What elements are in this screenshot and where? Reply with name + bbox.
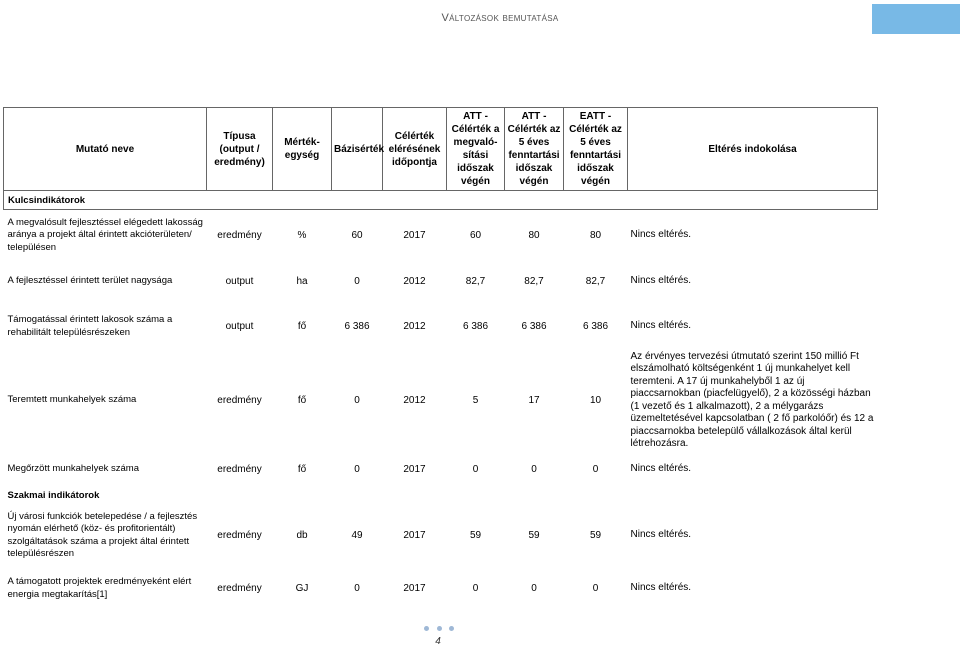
page-number: 4 [435, 636, 441, 647]
indicator-att5: 0 [531, 464, 537, 475]
indicator-att5: 0 [531, 583, 537, 594]
indicator-unit: db [296, 530, 308, 541]
indicator-att5: 80 [528, 229, 540, 241]
table-row [4, 569, 878, 609]
indicator-att5: 6 386 [521, 321, 547, 332]
indicator-note: Nincs eltérés. [630, 320, 692, 332]
indicator-baseline: 60 [351, 229, 363, 241]
indicator-att: 82,7 [465, 276, 486, 287]
accent-block [872, 4, 960, 34]
indicator-unit: fő [297, 464, 307, 475]
indicator-year: 2017 [403, 464, 426, 475]
indicator-note: Nincs eltérés. [630, 275, 692, 287]
indicator-att: 0 [472, 583, 479, 594]
indicator-note: Nincs eltérés. [630, 529, 692, 541]
indicator-name: Teremtett munkahelyek száma [7, 394, 137, 406]
indicator-type: eredmény [217, 395, 262, 406]
indicator-type: eredmény [217, 583, 262, 594]
indicator-name: A fejlesztéssel érintett terület nagysága [7, 275, 173, 287]
indicator-type: output [225, 321, 254, 332]
table-row [4, 451, 878, 489]
indicator-baseline: 6 386 [344, 321, 370, 332]
indicator-unit: fő [297, 395, 307, 406]
indicator-att: 59 [469, 530, 482, 541]
indicator-baseline: 49 [351, 530, 363, 541]
indicator-name: Támogatással érintett lakosok száma a rehabilitált településrészeken [7, 314, 173, 338]
indicator-eatt5: 0 [592, 583, 599, 594]
section-key-row [4, 191, 878, 210]
indicator-note: Nincs eltérés. [630, 463, 692, 475]
dot-icon [449, 626, 454, 631]
indicator-att5: 59 [528, 530, 540, 541]
indicator-unit: fő [297, 321, 307, 332]
header-indicator: Mutató neve [4, 108, 207, 191]
indicator-eatt5: 59 [589, 530, 602, 541]
header-type: Típusa (output / eredmény) [207, 108, 273, 191]
table-row [4, 303, 878, 351]
indicator-eatt5: 82,7 [585, 276, 606, 287]
indicator-name: A megvalósult fejlesztéssel elégedett lakosság aránya a projekt által érintett akcióterületen/ településen [7, 216, 203, 253]
indicator-type: output [225, 276, 254, 287]
indicator-eatt5: 0 [592, 464, 599, 475]
indicator-att: 6 386 [462, 321, 489, 332]
indicator-att5: 17 [528, 395, 540, 406]
indicator-att: 0 [472, 464, 479, 475]
header-att-5y: ATT - Célérték az 5 éves fenntartási időszak végén [505, 108, 564, 191]
indicator-year: 2012 [403, 276, 426, 287]
header-att-impl: ATT - Célérték a megvaló-sítási időszak végén [447, 108, 505, 191]
indicator-baseline: 0 [354, 395, 360, 406]
section-professional-row [4, 489, 878, 503]
indicator-eatt5: 6 386 [582, 321, 609, 332]
indicator-type: eredmény [217, 229, 262, 241]
indicator-year: 2017 [403, 583, 426, 594]
section-professional-label: Szakmai indikátorok [7, 490, 100, 501]
table-row [4, 503, 878, 569]
indicator-year: 2017 [403, 229, 426, 241]
indicator-baseline: 0 [354, 583, 360, 594]
indicator-unit: ha [296, 276, 308, 287]
indicator-year: 2017 [403, 530, 426, 541]
indicator-year: 2012 [403, 395, 426, 406]
header-target-date: Célérték elérésének időpontja [383, 108, 447, 191]
footer-dots [424, 626, 454, 632]
table-row [4, 261, 878, 303]
indicator-type: eredmény [217, 530, 262, 541]
indicator-type: eredmény [217, 464, 262, 475]
indicator-unit: GJ [295, 583, 309, 594]
section-key-label: Kulcsindikátorok [4, 191, 878, 210]
indicator-att: 5 [472, 395, 479, 406]
indicator-note: Nincs eltérés. [630, 229, 692, 240]
indicator-table [3, 107, 878, 609]
indicator-name: Új városi funkciók betelepedése / a fejlesztés nyomán elérhető (köz- és profitorientált) szolgáltatások száma a projekt által érintett településrészen [7, 510, 198, 559]
indicator-att: 60 [469, 229, 482, 241]
indicator-note: Nincs eltérés. [630, 582, 692, 594]
header-unit: Mérték-egység [273, 108, 332, 191]
indicator-unit: % [297, 229, 307, 241]
table-row [4, 351, 878, 451]
indicator-name: A támogatott projektek eredményeként elért energia megtakarítás[1] [7, 576, 192, 600]
header-row [4, 108, 878, 191]
indicator-baseline: 0 [354, 464, 360, 475]
indicator-note: Az érvényes tervezési útmutató szerint 150 millió Ft elszámolható költségenként 1 új munkahelyet kell teremteni. A 17 új munkahelyből 1 az új piaccsarnokban (piacfelügyelő), 2 a közösségi házban (1 vezető és 1 alkalmazott), 2 a mélygarázs üzemeltetésével kapcsolatban ( 2 fő parkolóőr) és 12 a piaccsarnokba betelepülő vállalkozások által kerül létrehozásra. [630, 350, 874, 449]
indicator-eatt5: 80 [589, 229, 602, 241]
header-eatt-5y: EATT - Célérték az 5 éves fenntartási időszak végén [564, 108, 628, 191]
indicator-baseline: 0 [354, 276, 360, 287]
dot-icon [424, 626, 429, 631]
header-baseline: Bázisérték [332, 108, 383, 191]
header-deviation: Eltérés indokolása [628, 108, 878, 191]
indicator-eatt5: 10 [589, 395, 602, 406]
dot-icon [437, 626, 442, 631]
page-title: Változások bemutatása [441, 12, 559, 24]
indicator-att5: 82,7 [524, 276, 544, 287]
indicator-name: Megőrzött munkahelyek száma [7, 463, 139, 475]
indicator-year: 2012 [403, 321, 426, 332]
table-row [4, 210, 878, 261]
